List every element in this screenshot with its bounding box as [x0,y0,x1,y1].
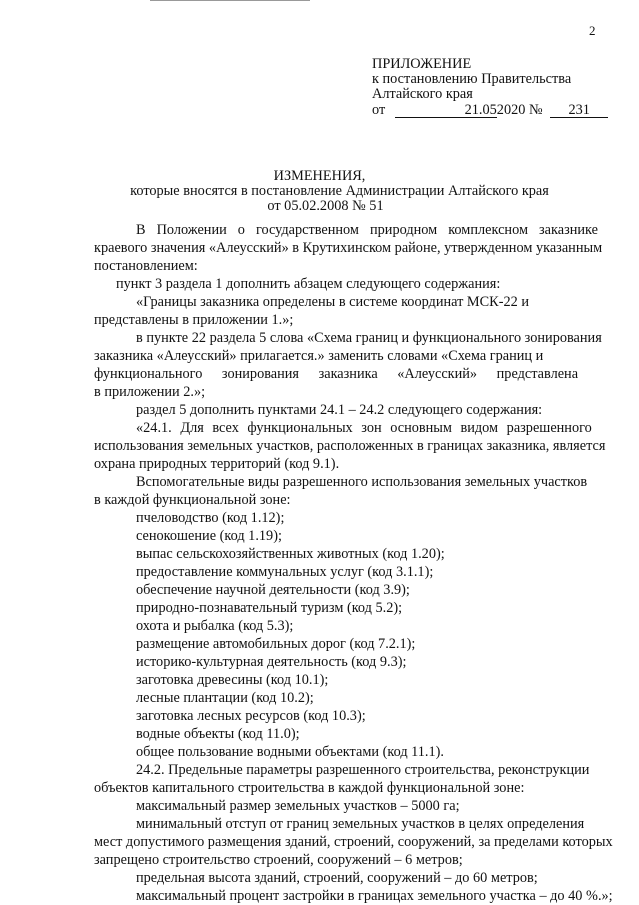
text-line: минимальный отступ от границ земельных участков в целях определения [136,816,585,832]
page-number: 2 [589,23,596,38]
text-line: В Положении о государственном природном комплексном заказнике [136,222,598,238]
text-line: запрещено строительство строений, сооружений – 6 метров; [94,852,463,868]
list-item: лесные плантации (код 10.2); [136,690,314,706]
text-line: в приложении 2.»; [94,384,206,400]
list-item: охота и рыбалка (код 5.3); [136,618,294,634]
text-line: функционального зонирования заказника «Алеусский» представлена [94,366,579,382]
date-prefix: от [372,102,386,118]
text-line: раздел 5 дополнить пунктами 24.1 – 24.2 следующего содержания: [136,402,543,418]
text-line: «Границы заказника определены в системе координат МСК-22 и [136,294,529,310]
text-line: постановлением: [94,258,198,274]
list-item: сенокошение (код 1.19); [136,528,282,544]
changes-title: ИЗМЕНЕНИЯ, [273,168,366,184]
text-line: охрана природных территорий (код 9.1). [94,456,340,472]
list-item: заготовка лесных ресурсов (код 10.3); [136,708,366,724]
list-item: обеспечение научной деятельности (код 3.9); [136,582,410,598]
text-line: мест допустимого размещения зданий, строений, сооружений, за пределами которых [94,834,613,850]
text-line: Вспомогательные виды разрешенного использования земельных участков [136,474,588,490]
text-line: максимальный процент застройки в границах земельного участка – до 40 %.»; [136,888,613,904]
list-item: предоставление коммунальных услуг (код 3.1.1); [136,564,434,580]
list-item: водные объекты (код 11.0); [136,726,300,742]
list-item: размещение автомобильных дорог (код 7.2.1); [136,636,416,652]
text-line: в пункте 22 раздела 5 слова «Схема границ и функционального зонирования [136,330,602,346]
changes-subtitle: которые вносятся в постановление Администрации Алтайского края [130,183,549,199]
text-line: максимальный размер земельных участков – 5000 га; [136,798,460,814]
list-item: историко-культурная деятельность (код 9.3); [136,654,407,670]
date-year: 2020 № [496,102,543,118]
text-line: пункт 3 раздела 1 дополнить абзацем следующего содержания: [116,276,501,292]
text-line: объектов капитального строительства в каждой функциональной зоне: [94,780,525,796]
list-item: природно-познавательный туризм (код 5.2); [136,600,403,616]
resolution-number: 231 [550,103,608,118]
appendix-date-line [372,102,608,118]
text-line: 24.2. Предельные параметры разрешенного строительства, реконструкции [136,762,590,778]
text-line: «24.1. Для всех функциональных зон основным видом разрешенного [136,420,592,436]
appendix-title: ПРИЛОЖЕНИЕ [372,56,472,72]
list-item: заготовка древесины (код 10.1); [136,672,329,688]
text-line: в каждой функциональной зоне: [94,492,291,508]
list-item: выпас сельскохозяйственных животных (код 1.20); [136,546,445,562]
text-line: использования земельных участков, расположенных в границах заказника, является [94,438,606,454]
text-line: предельная высота зданий, строений, сооружений – до 60 метров; [136,870,538,886]
appendix-line-resolution: к постановлению Правительства [372,71,572,87]
text-line: представлены в приложении 1.»; [94,312,294,328]
date-value: 21.05 [395,103,497,118]
list-item: общее пользование водными объектами (код 11.1). [136,744,444,760]
list-item: пчеловодство (код 1.12); [136,510,285,526]
scan-artifact-line [150,0,310,1]
text-line: заказника «Алеусский» прилагается.» заменить словами «Схема границ и [94,348,544,364]
changes-date: от 05.02.2008 № 51 [267,198,384,214]
appendix-line-region: Алтайского края [372,86,473,102]
text-line: краевого значения «Алеусский» в Крутихинском районе, утвержденном указанным [94,240,603,256]
